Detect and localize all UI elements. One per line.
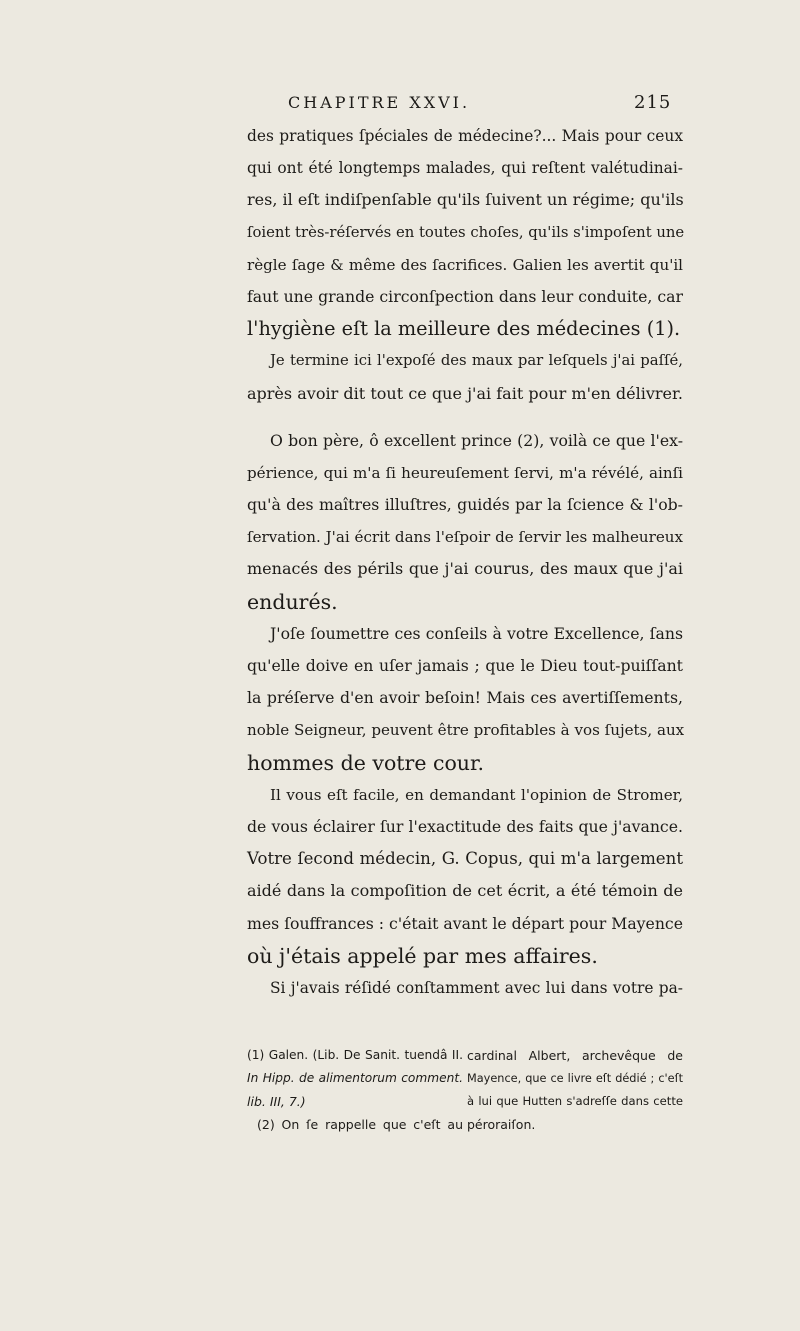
text-line: faut une grande circonſpection dans leur conduite, car	[247, 286, 683, 306]
footnote-line: péroraiſon.	[467, 1117, 536, 1132]
text-line: menacés des périls que j'ai courus, des maux que j'ai	[247, 559, 683, 579]
main-text	[247, 120, 683, 1004]
text-line: ſoient très-réſervés en toutes choſes, qu'ils s'impoſent une	[247, 223, 685, 241]
text-line: res, il eſt indiſpenſable qu'ils ſuivent un régime; qu'ils	[247, 190, 684, 210]
paragraph-gap	[247, 410, 683, 425]
text-line: J'oſe ſoumettre ces conſeils à votre Excellence, ſans	[270, 623, 683, 643]
text-line: règle ſage & même des ſacrifices. Galien les avertit qu'il	[247, 255, 683, 274]
text-line: O bon père, ô excellent prince (2), voilà ce que l'ex-	[270, 430, 683, 450]
footnote-line: cardinal Albert, archevêque de	[467, 1048, 683, 1063]
footnote-line: (2) On ſe rappelle que c'eſt au	[257, 1117, 463, 1132]
footnote-line: (1) Galen. (Lib. De Sanit. tuendâ II.	[247, 1048, 463, 1062]
text-line: Votre ſecond médecin, G. Copus, qui m'a largement	[247, 849, 683, 869]
text-line: endurés.	[247, 589, 338, 614]
text-line: périence, qui m'a ſi heureuſement ſervi, m'a révélé, ainſi	[247, 463, 683, 482]
running-head: CHAPITRE XXVI.	[288, 93, 471, 112]
text-line: mes ſouffrances : c'était avant le départ pour Mayence	[247, 913, 683, 933]
text-line: l'hygiène eſt la meilleure des médecines (1).	[247, 317, 681, 341]
text-line: qu'à des maîtres illuſtres, guidés par la ſcience & l'ob-	[247, 495, 683, 515]
text-line: de vous éclairer ſur l'exactitude des faits que j'avance.	[247, 816, 683, 836]
text-line: Je termine ici l'expoſé des maux par leſquels j'ai paſſé,	[270, 352, 683, 370]
text-line: des pratiques ſpéciales de médecine?... Mais pour ceux	[247, 127, 683, 145]
footnote-line: à lui que Hutten s'adreſſe dans cette	[467, 1094, 683, 1108]
text-line: qui ont été longtemps malades, qui reſtent valétudinai-	[247, 159, 683, 178]
text-line: hommes de votre cour.	[247, 750, 485, 775]
text-line: Il vous eſt facile, en demandant l'opinion de Stromer,	[270, 785, 683, 804]
page-header	[0, 88, 800, 118]
footnote-column-right	[467, 1044, 683, 1136]
text-line: après avoir dit tout ce que j'ai fait pour m'en délivrer.	[247, 383, 683, 403]
text-line: qu'elle doive en uſer jamais ; que le Dieu tout-puiſſant	[247, 656, 683, 675]
text-line: noble Seigneur, peuvent être profitables à vos ſujets, aux	[247, 721, 685, 740]
text-line: où j'étais appelé par mes affaires.	[247, 943, 598, 968]
footnote-line: Mayence, que ce livre eſt dédié ; c'eſt	[467, 1072, 683, 1085]
footnote-line: In Hipp. de alimentorum comment.	[247, 1071, 463, 1085]
footnotes	[247, 1044, 683, 1136]
text-line: Si j'avais réſidé conſtamment avec lui dans votre pa-	[270, 978, 683, 997]
text-line: aidé dans la compoſition de cet écrit, a été témoin de	[247, 881, 683, 901]
page-number: 215	[634, 92, 672, 113]
text-line: la préſerve d'en avoir beſoin! Mais ces avertiſſements,	[247, 688, 683, 708]
text-line: ſervation. J'ai écrit dans l'eſpoir de ſervir les malheureux	[247, 528, 683, 547]
footnote-line: lib. III, 7.)	[247, 1094, 306, 1109]
footnote-column-left	[247, 1044, 463, 1136]
